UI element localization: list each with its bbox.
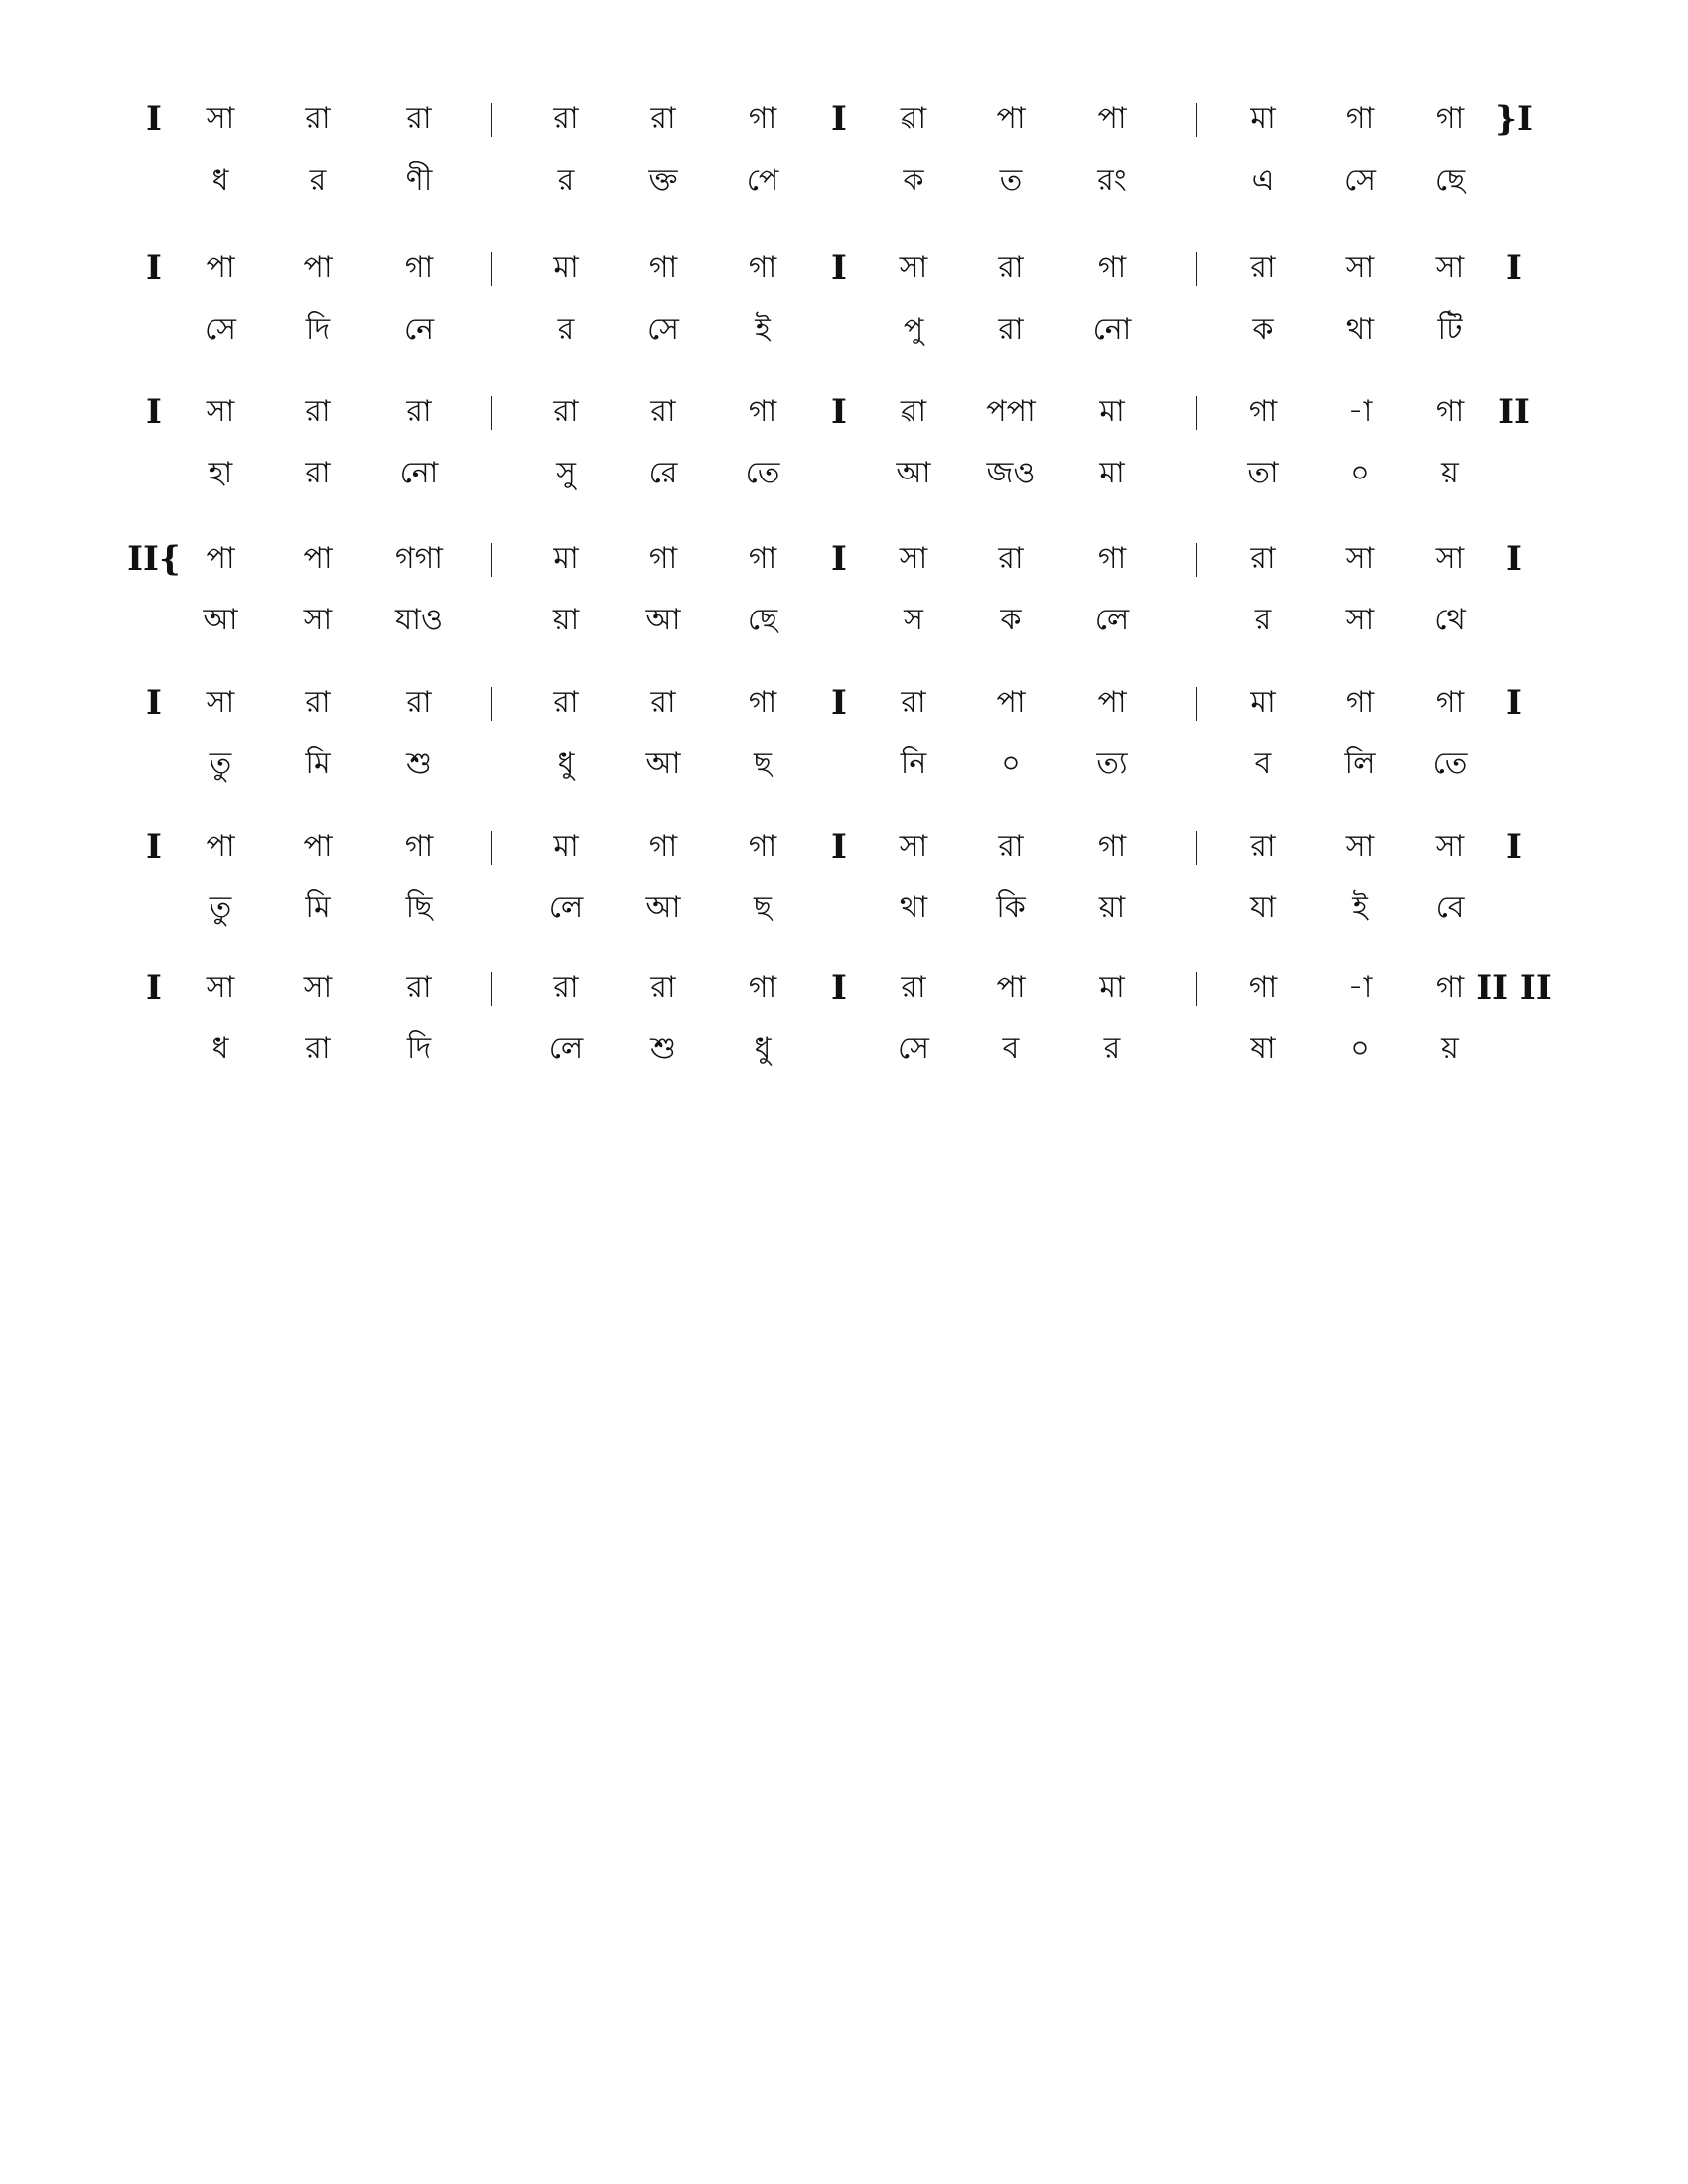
end-barline: I (1506, 827, 1522, 867)
swara-note: মা (1250, 685, 1276, 720)
lyric-syllable: থে (1434, 603, 1466, 637)
swara-note: রা (406, 685, 432, 720)
swara-note: পা (996, 970, 1026, 1005)
lyric-syllable: আ (645, 890, 681, 925)
swara-note: রা (998, 541, 1024, 576)
swara-note: পা (206, 541, 235, 576)
lyric-syllable: আ (645, 603, 681, 637)
lyric-syllable: ক (903, 163, 924, 198)
swara-note: রা (901, 685, 926, 720)
swara-note: সা (1435, 829, 1465, 864)
lyric-syllable: টি (1437, 312, 1463, 346)
section-divider: I (831, 248, 847, 288)
lyric-syllable: রা (305, 456, 331, 490)
swara-note: রা (650, 394, 676, 429)
lyric-syllable: সে (647, 312, 679, 346)
notation-line (0, 392, 1688, 521)
swara-note: রা (650, 101, 676, 136)
notation-line (0, 968, 1688, 1097)
swara-note: সা (1345, 250, 1375, 285)
swara-note: গা (1097, 250, 1127, 285)
swara-note: রা (998, 250, 1024, 285)
swara-note: গা (1345, 101, 1375, 136)
swara-note: রা (650, 685, 676, 720)
section-divider: I (831, 539, 847, 579)
swara-note: গা (748, 101, 777, 136)
swara-note: সা (1435, 541, 1465, 576)
lyric-syllable: ব (1254, 747, 1272, 781)
swara-note: ৱা (900, 101, 927, 136)
lyric-syllable: থা (1345, 312, 1375, 346)
section-divider: I (831, 99, 847, 139)
lyric-syllable: মা (1099, 456, 1125, 490)
swara-note: গা (404, 250, 434, 285)
swara-note: পা (996, 685, 1026, 720)
lyric-syllable: থা (899, 890, 928, 925)
swara-note: রা (1250, 829, 1276, 864)
swara-note: গা (1097, 541, 1127, 576)
lyric-syllable: ই (1352, 890, 1368, 925)
start-barline: I (146, 827, 162, 867)
lyric-syllable: তে (1432, 747, 1468, 781)
lyric-syllable: রং (1097, 163, 1127, 198)
lyric-syllable: রা (998, 312, 1024, 346)
swara-note: গা (1097, 829, 1127, 864)
lyric-syllable: মি (305, 890, 331, 925)
lyric-syllable: ছ (753, 890, 773, 925)
end-barline: I (1506, 683, 1522, 723)
lyric-syllable: ০ (1350, 1031, 1370, 1066)
swara-note: মা (553, 250, 579, 285)
swara-note: সা (899, 541, 928, 576)
lyric-syllable: বে (1435, 890, 1465, 925)
lyric-syllable: তু (209, 747, 232, 781)
swara-note: সা (303, 970, 333, 1005)
lyric-syllable: রে (648, 456, 678, 490)
swara-note: পা (303, 250, 333, 285)
lyric-syllable: এ (1251, 163, 1275, 198)
swara-note: পা (206, 250, 235, 285)
notation-line (0, 539, 1688, 668)
lyric-syllable: ধ (211, 1031, 229, 1066)
swara-note: গা (748, 970, 777, 1005)
swara-note: রা (1250, 541, 1276, 576)
lyric-syllable: ত (999, 163, 1023, 198)
swara-note: ৱা (900, 394, 927, 429)
lyric-syllable: লে (1094, 603, 1130, 637)
swara-note: গা (1435, 394, 1465, 429)
notation-line (0, 248, 1688, 377)
swara-note: মা (1099, 970, 1125, 1005)
measure-bar (491, 831, 492, 865)
section-divider: I (831, 827, 847, 867)
start-barline: I (146, 683, 162, 723)
lyric-syllable: আ (203, 603, 238, 637)
lyric-syllable: তে (745, 456, 780, 490)
swara-note: রা (998, 829, 1024, 864)
end-barline: }I (1495, 99, 1533, 139)
swara-note: গা (648, 829, 678, 864)
swara-note: রা (901, 970, 926, 1005)
swara-note: সা (899, 250, 928, 285)
lyric-syllable: যাও (394, 603, 444, 637)
lyric-syllable: ষা (1250, 1031, 1276, 1066)
swara-note: গা (748, 829, 777, 864)
lyric-syllable: তু (209, 890, 232, 925)
lyric-syllable: ণী (405, 163, 433, 198)
lyric-syllable: জও (986, 456, 1036, 490)
lyric-syllable: ছে (747, 603, 778, 637)
notation-line (0, 99, 1688, 228)
start-barline: I (146, 968, 162, 1008)
swara-note: রা (553, 394, 579, 429)
end-barline: II (1498, 392, 1530, 432)
lyric-syllable: নো (1092, 312, 1132, 346)
lyric-syllable: ক্ত (648, 163, 678, 198)
lyric-syllable: ধু (557, 747, 575, 781)
lyric-syllable: হা (208, 456, 233, 490)
lyric-syllable: মি (305, 747, 331, 781)
swara-note: মা (1250, 101, 1276, 136)
measure-bar (491, 972, 492, 1006)
end-barline: I (1506, 539, 1522, 579)
swara-note: মা (553, 541, 579, 576)
section-divider: I (831, 683, 847, 723)
lyric-syllable: কি (996, 890, 1026, 925)
lyric-syllable: শু (650, 1031, 676, 1066)
lyric-syllable: নি (900, 747, 927, 781)
lyric-syllable: র (557, 312, 575, 346)
measure-bar (491, 543, 492, 577)
lyric-syllable: লে (548, 890, 584, 925)
lyric-syllable: ব (1002, 1031, 1020, 1066)
swara-note: পা (1097, 101, 1127, 136)
swara-note: সা (1345, 541, 1375, 576)
lyric-syllable: র (1254, 603, 1272, 637)
lyric-syllable: ছি (405, 890, 433, 925)
lyric-syllable: আ (896, 456, 931, 490)
lyric-syllable: য়া (1098, 890, 1126, 925)
lyric-syllable: য়া (552, 603, 580, 637)
swara-note: রা (406, 970, 432, 1005)
lyric-syllable: দি (305, 312, 331, 346)
lyric-syllable: পু (903, 312, 924, 346)
swara-note: গা (748, 394, 777, 429)
lyric-syllable: ০ (1350, 456, 1370, 490)
lyric-syllable: লে (548, 1031, 584, 1066)
measure-bar (1196, 396, 1197, 430)
measure-bar (1196, 972, 1197, 1006)
lyric-syllable: দি (406, 1031, 432, 1066)
swara-note: রা (650, 970, 676, 1005)
lyric-syllable: র (1103, 1031, 1121, 1066)
lyric-syllable: ছে (1434, 163, 1466, 198)
swara-note: গা (648, 541, 678, 576)
lyric-syllable: র (557, 163, 575, 198)
swara-note: গা (1345, 685, 1375, 720)
swara-note: রা (305, 101, 331, 136)
swara-note: গা (648, 250, 678, 285)
swara-note: রা (1250, 250, 1276, 285)
lyric-syllable: সে (205, 312, 236, 346)
swara-note: রা (305, 394, 331, 429)
end-barline: II II (1477, 968, 1552, 1008)
swara-note: সা (206, 970, 235, 1005)
swara-note: গা (1435, 970, 1465, 1005)
lyric-syllable: নে (403, 312, 435, 346)
swara-note: পা (303, 829, 333, 864)
lyric-syllable: ক (1000, 603, 1022, 637)
measure-bar (491, 252, 492, 286)
measure-bar (491, 103, 492, 137)
swara-note: গা (1248, 394, 1278, 429)
lyric-syllable: ০ (1001, 747, 1021, 781)
measure-bar (491, 687, 492, 721)
lyric-syllable: স (904, 603, 923, 637)
section-divider: I (831, 968, 847, 1008)
swara-note: পপা (986, 394, 1036, 429)
swara-note: সা (206, 394, 235, 429)
lyric-syllable: ধু (754, 1031, 772, 1066)
lyric-syllable: সে (1344, 163, 1376, 198)
swara-note: রা (406, 394, 432, 429)
swara-note: গা (1248, 970, 1278, 1005)
swara-note: পা (206, 829, 235, 864)
section-divider: I (831, 392, 847, 432)
swara-note: গা (1435, 685, 1465, 720)
lyric-syllable: শু (406, 747, 432, 781)
lyric-syllable: সে (898, 1031, 929, 1066)
swara-note: রা (553, 970, 579, 1005)
lyric-syllable: ই (755, 312, 771, 346)
start-barline: I (146, 248, 162, 288)
lyric-syllable: লি (1344, 747, 1376, 781)
lyric-syllable: সা (1345, 603, 1375, 637)
lyric-syllable: রা (305, 1031, 331, 1066)
lyric-syllable: তা (1247, 456, 1279, 490)
swara-note: সা (206, 685, 235, 720)
swara-note: সা (1345, 829, 1375, 864)
lyric-syllable: ছ (753, 747, 773, 781)
lyric-syllable: ধ (211, 163, 229, 198)
swara-note: রা (553, 685, 579, 720)
start-barline: I (146, 392, 162, 432)
notation-line (0, 683, 1688, 812)
lyric-syllable: পে (746, 163, 779, 198)
lyric-syllable: ত্য (1096, 747, 1128, 781)
measure-bar (1196, 543, 1197, 577)
measure-bar (1196, 252, 1197, 286)
lyric-syllable: সু (556, 456, 576, 490)
start-barline: I (146, 99, 162, 139)
measure-bar (1196, 103, 1197, 137)
measure-bar (491, 396, 492, 430)
lyric-syllable: য় (1441, 1031, 1459, 1066)
lyric-syllable: ক (1252, 312, 1274, 346)
lyric-syllable: আ (645, 747, 681, 781)
swara-note: সা (899, 829, 928, 864)
swara-note: গা (404, 829, 434, 864)
swara-note: গা (748, 685, 777, 720)
start-barline: II{ (127, 539, 181, 579)
swara-note: গা (748, 541, 777, 576)
swara-note: রা (305, 685, 331, 720)
swara-note: গা (1435, 101, 1465, 136)
swara-note: মা (1099, 394, 1125, 429)
lyric-syllable: সা (303, 603, 333, 637)
swara-note: গগা (394, 541, 444, 576)
swara-note: মা (553, 829, 579, 864)
swara-note: সা (1435, 250, 1465, 285)
lyric-syllable: যা (1250, 890, 1276, 925)
swara-note: রা (406, 101, 432, 136)
swara-note: পা (996, 101, 1026, 136)
notation-line (0, 827, 1688, 956)
swara-note: -া (1347, 394, 1373, 429)
lyric-syllable: য় (1441, 456, 1459, 490)
measure-bar (1196, 831, 1197, 865)
lyric-syllable: নো (399, 456, 439, 490)
swara-note: -া (1347, 970, 1373, 1005)
swara-note: গা (748, 250, 777, 285)
swara-note: পা (1097, 685, 1127, 720)
lyric-syllable: র (309, 163, 327, 198)
measure-bar (1196, 687, 1197, 721)
swara-note: পা (303, 541, 333, 576)
end-barline: I (1506, 248, 1522, 288)
swara-note: সা (206, 101, 235, 136)
swara-note: রা (553, 101, 579, 136)
